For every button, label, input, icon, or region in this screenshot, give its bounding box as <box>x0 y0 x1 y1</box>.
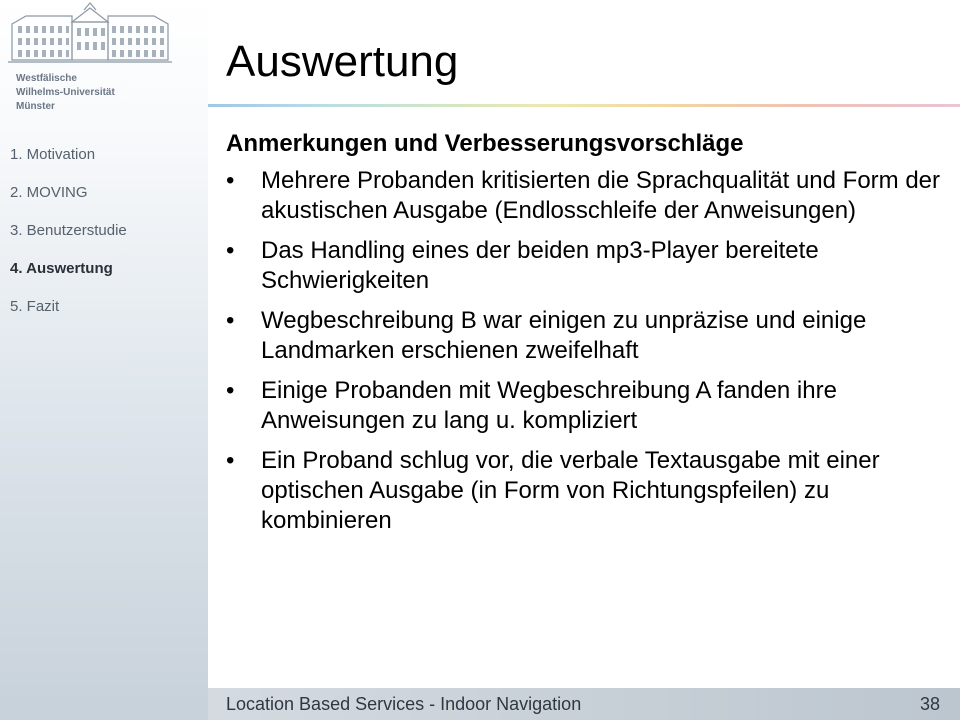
bullet-text: Mehrere Probanden kritisierten die Sprachqualität und Form der akustischen Ausgabe (Endlosschleife der Anweisungen) <box>261 167 941 224</box>
university-name-line-2: Wilhelms-Universität <box>16 87 115 98</box>
nav-item-auswertung[interactable]: 4. Auswertung <box>10 260 113 277</box>
bullet-item <box>226 166 946 226</box>
nav-item-motivation[interactable]: 1. Motivation <box>10 146 96 163</box>
section-nav <box>10 144 200 334</box>
nav-item-benutzerstudie[interactable]: 3. Benutzerstudie <box>10 222 127 239</box>
slide-content <box>226 128 946 546</box>
title-divider <box>208 104 960 107</box>
university-name-line-1: Westfälische <box>16 73 77 84</box>
nav-item-moving[interactable]: 2. MOVING <box>10 184 88 201</box>
nav-item-fazit[interactable]: 5. Fazit <box>10 298 60 315</box>
footer-title: Location Based Services - Indoor Navigation <box>226 694 582 714</box>
bullet-icon: • <box>226 167 235 194</box>
bullet-item <box>226 376 946 436</box>
slide-footer <box>208 688 960 720</box>
bullet-list <box>226 166 946 536</box>
bullet-item <box>226 236 946 296</box>
bullet-icon: • <box>226 377 235 404</box>
bullet-item <box>226 306 946 366</box>
bullet-icon: • <box>226 307 235 334</box>
bullet-icon: • <box>226 447 235 474</box>
page-number: 38 <box>919 694 940 714</box>
university-name-line-3: Münster <box>16 101 55 112</box>
university-logo <box>6 0 176 118</box>
slide-title: Auswertung <box>226 37 459 86</box>
bullet-text: Das Handling eines der beiden mp3-Player bereitete Schwierigkeiten <box>261 237 819 294</box>
bullet-text: Wegbeschreibung B war einigen zu unpräzise und einige Landmarken erschienen zweifelhaft <box>261 307 867 364</box>
bullet-icon: • <box>226 237 235 264</box>
university-name <box>16 72 115 114</box>
slide-subtitle: Anmerkungen und Verbesserungsvorschläge <box>226 130 744 157</box>
university-building-icon <box>6 0 174 70</box>
bullet-text: Ein Proband schlug vor, die verbale Textausgabe mit einer optischen Ausgabe (in Form von Richtungspfeilen) zu kombinieren <box>261 447 880 534</box>
bullet-item <box>226 446 946 536</box>
sidebar <box>0 0 208 720</box>
bullet-text: Einige Probanden mit Wegbeschreibung A fanden ihre Anweisungen zu lang u. kompliziert <box>261 377 837 434</box>
